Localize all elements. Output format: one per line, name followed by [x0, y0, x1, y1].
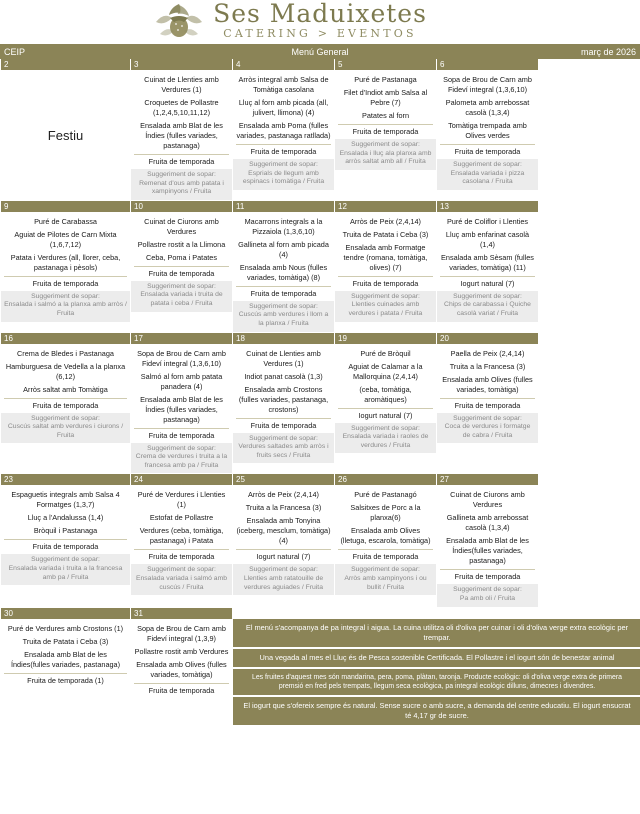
- dish-item: Verdures (ceba, tomàtiga, pastanaga) i Patata: [139, 526, 224, 546]
- supper-suggestion-text: Esprials de llegum amb espinacs i tomàtiga / Fruita: [242, 169, 325, 186]
- dish-item: Estofat de Pollastre: [149, 513, 214, 523]
- day-cell-empty: [539, 212, 640, 333]
- supper-suggestion: [233, 159, 334, 190]
- dessert-item: Fruita de temporada (1): [4, 673, 127, 686]
- supper-suggestion: [335, 564, 436, 595]
- day-cell-empty: [539, 70, 640, 201]
- day-number: 17: [131, 333, 233, 344]
- dish-item: Arròs saltat amb Tomàtiga: [23, 384, 108, 394]
- day-cell: [1, 485, 131, 607]
- dish-item: Ensalada amb Formatge tendre (romana, tomàtiga, olives) (7): [343, 242, 428, 272]
- supper-suggestion-text: Llenties cuinades amb verdures i patata / Fruita: [348, 301, 423, 317]
- dish-item: Truita de Patata i Ceba (3): [22, 636, 109, 646]
- dish-item: Ensalada amb Poma (fulles variades, pastanaga ratllada): [236, 121, 331, 140]
- dessert-item: Fruita de temporada: [338, 276, 433, 289]
- dessert-item: Iogurt natural (7): [338, 408, 433, 421]
- supper-suggestion: [437, 584, 538, 606]
- day-number-empty: [539, 201, 640, 212]
- day-cell: [233, 344, 335, 475]
- dessert-item: Fruita de temporada: [4, 398, 127, 411]
- note-item: El menú s'acompanya de pa integral i aigua. La cuina utilitza oli d'oliva per cuinar i oli d'oliva verge extra ecològic per trempar.: [233, 619, 640, 649]
- dish-item: Sopa de Brou de Carn amb Fideví integral (1,3,6,10): [443, 75, 532, 94]
- menu-topbar: [0, 44, 640, 59]
- dish-item: Sopa de Brou de Carn amb Fideví integral (1,3,9): [137, 623, 226, 643]
- supper-suggestion-label: Suggeriment de sopar:: [453, 161, 522, 168]
- supper-suggestion-text: Verdures saltades amb arròs i fruits secs / Fruita: [238, 443, 329, 459]
- supper-suggestion-text: Ensalada i salmó a la planxa amb arròs / Fruita: [4, 301, 127, 317]
- dish-item: Crema de Bledes i Pastanaga: [17, 348, 114, 358]
- day-number: 12: [335, 201, 437, 212]
- dish-item: Cuinat de Ciurons amb Verdures: [450, 490, 525, 510]
- supper-suggestion-label: Suggeriment de sopar:: [147, 171, 216, 178]
- dessert-item: Fruita de temporada: [236, 144, 331, 157]
- dish-item: Ensalada amb Olives (fulles variades, tomàtiga): [442, 374, 533, 394]
- dessert-item: Fruita de temporada: [4, 539, 127, 552]
- dish-item: Lluç amb enfarinat casolà (1,4): [445, 229, 530, 249]
- day-cell: [233, 485, 335, 607]
- dish-item: Pollastre rostit amb Verdures: [134, 646, 229, 656]
- day-number: 27: [437, 474, 539, 485]
- dish-item: Arròs de Peix (2,4,14): [350, 216, 421, 226]
- dish-item: Bròquil i Pastanaga: [33, 526, 98, 536]
- supper-suggestion: [131, 169, 232, 200]
- week-header-row: [1, 474, 640, 485]
- supper-suggestion: [1, 291, 130, 322]
- dish-item: Arròs integral amb Salsa de Tomàtiga casolana: [238, 75, 329, 94]
- day-number-empty: [335, 608, 437, 619]
- dish-item: Puré de Verdures amb Crostons (1): [7, 623, 124, 633]
- day-number: 10: [131, 201, 233, 212]
- dish-item: Truita de Patata i Ceba (3): [342, 229, 429, 239]
- day-cell: [1, 212, 131, 333]
- supper-suggestion-label: Suggeriment de sopar:: [31, 292, 100, 300]
- day-number-empty: [539, 608, 640, 619]
- dish-item: Ensalada amb Olives (lletuga, escarola, tomàtiga): [340, 526, 431, 546]
- supper-suggestion: [335, 139, 436, 170]
- dessert-item: Fruita de temporada: [134, 428, 229, 441]
- supper-suggestion-text: Ensalada variada i raoles de verdures / Fruita: [342, 433, 429, 449]
- supper-suggestion-text: Chips de carabassa i Quiche casolà variat / Fruita: [444, 301, 531, 317]
- day-number: 4: [233, 59, 335, 70]
- supper-suggestion-label: Suggeriment de sopar:: [351, 566, 420, 574]
- day-cell: [335, 70, 437, 201]
- supper-suggestion-label: Suggeriment de sopar:: [453, 586, 522, 594]
- day-number: 2: [1, 59, 131, 70]
- dish-item: Puré de Carabassa: [34, 216, 97, 226]
- dish-item: Ensalada amb Tonyina (iceberg, mesclum, tomàtiga) (4): [236, 516, 331, 546]
- day-number-empty: [437, 608, 539, 619]
- supper-suggestion-text: Ensalada variada i pizza casolana / Fruita: [450, 169, 525, 186]
- supper-suggestion-label: Suggeriment de sopar:: [249, 434, 318, 442]
- day-number: 5: [335, 59, 437, 70]
- day-cell: [131, 344, 233, 475]
- supper-suggestion-label: Suggeriment de sopar:: [147, 444, 216, 452]
- day-cell: [1, 70, 131, 201]
- dish-item: Ensalada amb Blat de les Índies (fulles variades, pastanaga): [140, 394, 223, 424]
- supper-suggestion-label: Suggeriment de sopar:: [453, 414, 522, 422]
- day-cell-empty: [539, 485, 640, 607]
- brand-title: Ses Maduixetes: [213, 0, 427, 28]
- dish-item: Tomàtiga trempada amb Olives verdes: [448, 121, 527, 140]
- day-number: 26: [335, 474, 437, 485]
- supper-suggestion: [437, 413, 538, 444]
- dish-item: Puré de Coliflor i Llenties: [446, 216, 529, 226]
- supper-suggestion-label: Suggeriment de sopar:: [351, 424, 420, 432]
- dish-item: Paella de Peix (2,4,14): [450, 348, 525, 358]
- day-cell: [233, 70, 335, 201]
- dish-item: Truita a la Francesa (3): [449, 361, 526, 371]
- dessert-item: Fruita de temporada: [134, 154, 229, 167]
- brand-header: [0, 0, 640, 44]
- day-number: 20: [437, 333, 539, 344]
- dish-item: Ensalada amb Blat de les Índies (fulles variades, pastanaga): [140, 121, 223, 150]
- dish-item: Hamburguesa de Vedella a la planxa (6,12): [5, 361, 126, 381]
- topbar-center-label: CEIP: [4, 46, 26, 57]
- dish-item: Lluç al forn amb picada (all, julivert, llimona) (4): [238, 98, 329, 117]
- day-number-empty: [539, 474, 640, 485]
- supper-suggestion: [437, 291, 538, 322]
- dish-item: Ensalada amb Blat de les Índies(fulles variades, pastanaga): [10, 649, 121, 669]
- day-cell: [131, 619, 233, 727]
- supper-suggestion: [1, 413, 130, 444]
- supper-suggestion-label: Suggeriment de sopar:: [249, 566, 318, 574]
- week-header-row: [1, 333, 640, 344]
- supper-suggestion-label: Suggeriment de sopar:: [351, 141, 420, 148]
- supper-suggestion: [131, 564, 232, 595]
- day-cell: [1, 619, 131, 727]
- dessert-item: Iogurt natural (7): [236, 549, 331, 562]
- dish-item: Cuinat de Llenties amb Verdures (1): [246, 348, 321, 368]
- dish-item: Aguiat de Calamar a la Mallorquina (2,4,14): [348, 361, 423, 381]
- note-item: El iogurt que s'ofereix sempre és natural. Sense sucre o amb sucre, a demanda del centre educatiu. El iogurt ensucrat té 4,17 gr de sucre.: [233, 697, 640, 727]
- supper-suggestion-text: Arròs amb xampinyons i ou bullit / Fruita: [344, 574, 427, 591]
- week-header-row: [1, 608, 640, 619]
- day-number-empty: [539, 333, 640, 344]
- supper-suggestion: [131, 281, 232, 312]
- supper-suggestion-label: Suggeriment de sopar:: [31, 414, 100, 422]
- supper-suggestion-label: Suggeriment de sopar:: [147, 282, 216, 290]
- dish-item: Espaguetis integrals amb Salsa 4 Formatges (1,3,7): [11, 490, 120, 510]
- supper-suggestion-text: Remenat d'ous amb patata i xampinyons / Fruita: [139, 179, 224, 196]
- supper-suggestion-label: Suggeriment de sopar:: [31, 556, 100, 564]
- dish-item: Ceba, Poma i Patates: [146, 252, 217, 262]
- day-number: 3: [131, 59, 233, 70]
- dish-item: Ensalada amb Nous (fulles variades, tomàtiga) (8): [239, 262, 328, 282]
- day-number: 9: [1, 201, 131, 212]
- supper-suggestion-text: Pa amb oli / Fruita: [459, 594, 516, 602]
- dish-item: Truita a la Francesa (3): [245, 503, 322, 513]
- week-header-row: [1, 201, 640, 212]
- supper-suggestion: [437, 159, 538, 190]
- supper-suggestion: [131, 443, 232, 474]
- supper-suggestion-label: Suggeriment de sopar:: [351, 292, 420, 300]
- dessert-item: Fruita de temporada: [440, 398, 535, 411]
- dessert-item: Fruita de temporada: [134, 266, 229, 279]
- day-number: 19: [335, 333, 437, 344]
- day-cell: [131, 485, 233, 607]
- supper-suggestion-text: Crema de verdures i truita a la francesa amb pa / Fruita: [135, 453, 228, 469]
- dessert-item: Fruita de temporada: [134, 549, 229, 562]
- dish-item: Gallineta amb arrebossat casolà (1,3,4): [446, 513, 529, 533]
- dish-item: Ensalada amb Olives (fulles variades, tomàtiga): [136, 659, 227, 679]
- dish-item: (ceba, tomàtiga, aromàtiques): [359, 384, 412, 404]
- dessert-item: Fruita de temporada: [236, 286, 331, 299]
- supper-suggestion-text: Ensalada variada i salmó amb cuscús / Fruita: [135, 574, 228, 591]
- dish-item: Cuinat de Ciurons amb Verdures: [144, 216, 219, 236]
- day-cell: [335, 344, 437, 475]
- supper-suggestion-text: Llenties amb ratatouille de verdures aguiades / Fruita: [243, 574, 324, 591]
- supper-suggestion-text: Ensalada i lluç ala planxa amb arròs saltat amb all / Fruita: [339, 149, 432, 166]
- supper-suggestion: [1, 554, 130, 585]
- supper-suggestion-label: Suggeriment de sopar:: [453, 292, 522, 300]
- strawberry-plant-logo-icon: [148, 0, 210, 42]
- topbar-month: març de 2026: [580, 46, 636, 57]
- notes-panel: [233, 619, 640, 727]
- dessert-item: Fruita de temporada: [440, 144, 535, 157]
- dish-item: Salsitxes de Porc a la planxa(6): [350, 503, 421, 523]
- dish-item: Macarrons integrals a la Pizzaiola (1,3,6,10): [244, 216, 323, 236]
- supper-suggestion-text: Cuscús amb verdures i llom a la planxa / Fruita: [238, 311, 329, 327]
- supper-suggestion-label: Suggeriment de sopar:: [147, 566, 216, 574]
- dish-item: Aguiat de Pilotes de Carn Mixta (1,6,7,12): [14, 229, 117, 249]
- dish-item: Filet d'Indiot amb Salsa al Pebre (7): [343, 88, 428, 107]
- dish-item: Arròs de Peix (2,4,14): [248, 490, 319, 500]
- day-cell: [131, 70, 233, 201]
- dish-item: Indiot panat casolà (1,3): [244, 371, 323, 381]
- supper-suggestion-text: Ensalada variada i truita de patata i ceba / Fruita: [140, 291, 223, 307]
- day-cell-empty: [539, 344, 640, 475]
- holiday-label: Festiu: [47, 127, 84, 143]
- day-number: 30: [1, 608, 131, 619]
- note-item: Una vegada al mes el Lluç és de Pesca sostenible Certificada. El Pollastre i el iogurt són de benestar animal: [233, 649, 640, 669]
- dish-item: Croquetes de Pollastre (1,2,4,5,10,11,12): [144, 98, 219, 117]
- supper-suggestion: [335, 423, 436, 454]
- dish-item: Salmó al forn amb patata panadera (4): [140, 371, 223, 391]
- note-item: Les fruites d'aquest mes són mandarina, pera, poma, plàtan, taronja. Producte ecològic: oli d'oliva verge extra de primera premsió en fred pels trempats, llegum seca ecològica, pa integral ecològic dilluns, dimecres i divendres.: [233, 669, 640, 697]
- topbar-title: Menú General: [291, 46, 349, 57]
- day-cell: [1, 344, 131, 475]
- day-number: 24: [131, 474, 233, 485]
- day-number: 31: [131, 608, 233, 619]
- supper-suggestion: [233, 433, 334, 464]
- dish-item: Patates al forn: [361, 111, 410, 120]
- day-cell: [437, 212, 539, 333]
- day-cell: [437, 344, 539, 475]
- day-number: 23: [1, 474, 131, 485]
- dish-item: Lluç a l'Andalussa (1,4): [27, 513, 104, 523]
- supper-suggestion: [335, 291, 436, 322]
- dish-item: Ensalada amb Crostons (fulles variades, pastanaga, crostons): [238, 384, 329, 414]
- dish-item: Puré de Pastanaga: [354, 75, 417, 84]
- supper-suggestion-label: Suggeriment de sopar:: [249, 161, 318, 168]
- day-number-empty: [539, 59, 640, 70]
- supper-suggestion: [233, 564, 334, 595]
- dish-item: Cuinat de Llenties amb Verdures (1): [144, 75, 219, 94]
- dish-item: Puré de Bròquil: [360, 348, 411, 358]
- supper-suggestion: [233, 301, 334, 332]
- dish-item: Puré de Verdures i Llenties (1): [137, 490, 226, 510]
- dessert-item: Fruita de temporada: [338, 124, 433, 137]
- dessert-item: Fruita de temporada: [134, 683, 229, 696]
- day-number: 11: [233, 201, 335, 212]
- dessert-item: Fruita de temporada: [338, 549, 433, 562]
- day-cell: [233, 212, 335, 333]
- day-cell: [437, 485, 539, 607]
- brand-subtitle: CATERING > EVENTOS: [223, 27, 417, 40]
- dessert-item: Fruita de temporada: [236, 418, 331, 431]
- day-cell: [131, 212, 233, 333]
- supper-suggestion-text: Cuscús saltat amb verdures i ciurons / Fruita: [7, 423, 124, 439]
- day-number-empty: [233, 608, 335, 619]
- day-number: 6: [437, 59, 539, 70]
- day-number: 16: [1, 333, 131, 344]
- dish-item: Ensalada amb Sèsam (fulles variades, tomàtiga) (11): [441, 252, 534, 272]
- dish-item: Patata i Verdures (all, llorer, ceba, pastanaga i pèsols): [10, 252, 121, 272]
- dish-item: Pollastre rostit a la Llimona: [137, 239, 226, 249]
- supper-suggestion-label: Suggeriment de sopar:: [249, 302, 318, 310]
- dish-item: Sopa de Brou de Carn amb Fideví integral (1,3,6,10): [137, 348, 226, 368]
- dessert-item: Iogurt natural (7): [440, 276, 535, 289]
- dessert-item: Fruita de temporada: [440, 569, 535, 582]
- dish-item: Puré de Pastanagó: [354, 490, 417, 500]
- menu-calendar: [0, 59, 640, 727]
- supper-suggestion-text: Coca de verdures i formatge de cabra / Fruita: [444, 423, 531, 439]
- dish-item: Gallineta al forn amb picada (4): [238, 239, 329, 259]
- dish-item: Ensalada amb Blat de les Índies(fulles variades, pastanaga): [446, 536, 529, 566]
- day-cell: [335, 485, 437, 607]
- week-header-row: [1, 59, 640, 70]
- day-number: 25: [233, 474, 335, 485]
- day-cell: [437, 70, 539, 201]
- day-cell: [335, 212, 437, 333]
- dessert-item: Fruita de temporada: [4, 276, 127, 289]
- dish-item: Palometa amb arrebossat casolà (1,3,4): [445, 98, 530, 117]
- supper-suggestion-text: Ensalada variada i truita a la francesa amb pa / Fruita: [8, 564, 123, 581]
- day-number: 18: [233, 333, 335, 344]
- day-number: 13: [437, 201, 539, 212]
